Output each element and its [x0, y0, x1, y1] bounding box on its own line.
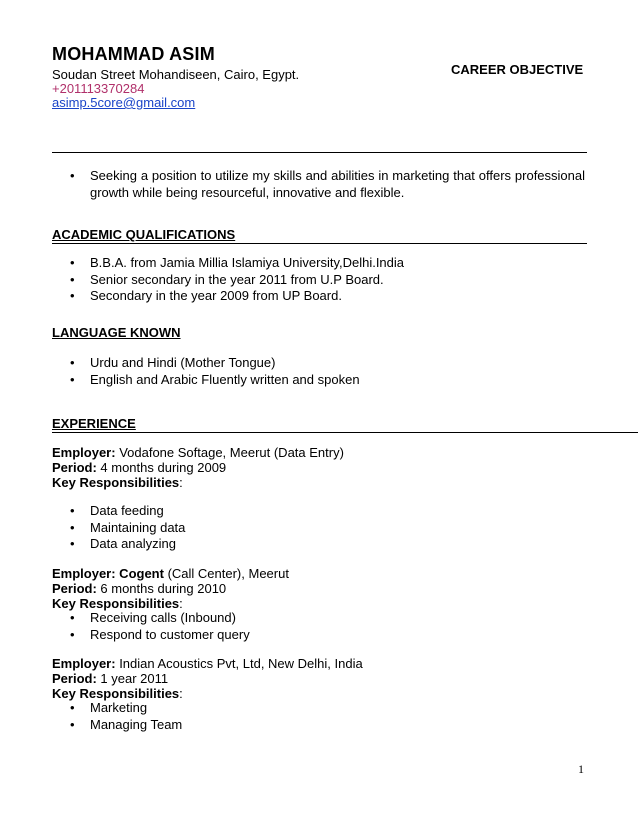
period-value: 4 months during 2009: [96, 460, 227, 475]
employer-value: Indian Acoustics Pvt, Ltd, New Delhi, India: [115, 656, 363, 671]
employer-label: Employer: Cogent: [52, 566, 164, 581]
job-employer: [52, 656, 363, 671]
email-link[interactable]: asimp.5core@gmail.com: [52, 95, 196, 110]
list-item: • Senior secondary in the year 2011 from U.P Board.: [70, 272, 590, 289]
list-item: • Managing Team: [70, 717, 590, 734]
list-item: • Seeking a position to utilize my skills and abilities in marketing that offers professional growth while being resourceful, innovative and flexible.: [70, 168, 585, 201]
phone-number[interactable]: +201113370284: [52, 81, 145, 96]
job-responsibilities: [52, 475, 183, 490]
divider-header: [52, 152, 587, 153]
divider-academic: [52, 243, 587, 244]
page-number: 1: [578, 762, 584, 776]
list-item: • Urdu and Hindi (Mother Tongue): [70, 355, 590, 372]
responsibilities-label: Key Responsibilities: [52, 686, 180, 701]
employer-value: (Call Center), Meerut: [163, 566, 289, 581]
language-list: [70, 355, 590, 388]
academic-list: [70, 255, 590, 305]
responsibilities-colon: :: [179, 596, 183, 611]
job-employer: [52, 566, 289, 581]
responsibilities-label: Key Responsibilities: [52, 475, 180, 490]
period-label: Period:: [52, 581, 97, 596]
experience-title: EXPERIENCE: [52, 416, 136, 431]
responsibilities-colon: :: [179, 686, 183, 701]
employer-label: Employer:: [52, 445, 116, 460]
objective-list: [70, 168, 585, 201]
address: Soudan Street Mohandiseen, Cairo, Egypt.: [52, 67, 300, 82]
career-objective-title: CAREER OBJECTIVE: [451, 62, 584, 77]
list-item: • Respond to customer query: [70, 627, 590, 644]
list-item: • Marketing: [70, 700, 590, 717]
list-item: • B.B.A. from Jamia Millia Islamiya University,Delhi.India: [70, 255, 590, 272]
job-duties-list: [70, 503, 590, 553]
job-responsibilities: [52, 596, 183, 611]
job-duties-list: [70, 700, 590, 733]
period-label: Period:: [52, 671, 97, 686]
list-item: • Maintaining data: [70, 520, 590, 537]
list-item: • English and Arabic Fluently written and spoken: [70, 372, 590, 389]
job-responsibilities: [52, 686, 183, 701]
list-item: • Data feeding: [70, 503, 590, 520]
language-title: LANGUAGE KNOWN: [52, 325, 181, 340]
period-value: 1 year 2011: [96, 671, 169, 686]
list-item: • Receiving calls (Inbound): [70, 610, 590, 627]
candidate-name: MOHAMMAD ASIM: [52, 44, 215, 64]
job-duties-list: [70, 610, 590, 643]
responsibilities-colon: :: [179, 475, 183, 490]
job-period: [52, 671, 168, 686]
list-item: • Data analyzing: [70, 536, 590, 553]
job-period: [52, 460, 226, 475]
job-employer: [52, 445, 344, 460]
period-value: 6 months during 2010: [96, 581, 227, 596]
job-period: [52, 581, 226, 596]
list-item: • Secondary in the year 2009 from UP Board.: [70, 288, 590, 305]
divider-experience: [52, 432, 638, 433]
employer-value: Vodafone Softage, Meerut (Data Entry): [115, 445, 344, 460]
employer-label: Employer:: [52, 656, 116, 671]
responsibilities-label: Key Responsibilities: [52, 596, 180, 611]
period-label: Period:: [52, 460, 97, 475]
academic-title: ACADEMIC QUALIFICATIONS: [52, 227, 236, 242]
